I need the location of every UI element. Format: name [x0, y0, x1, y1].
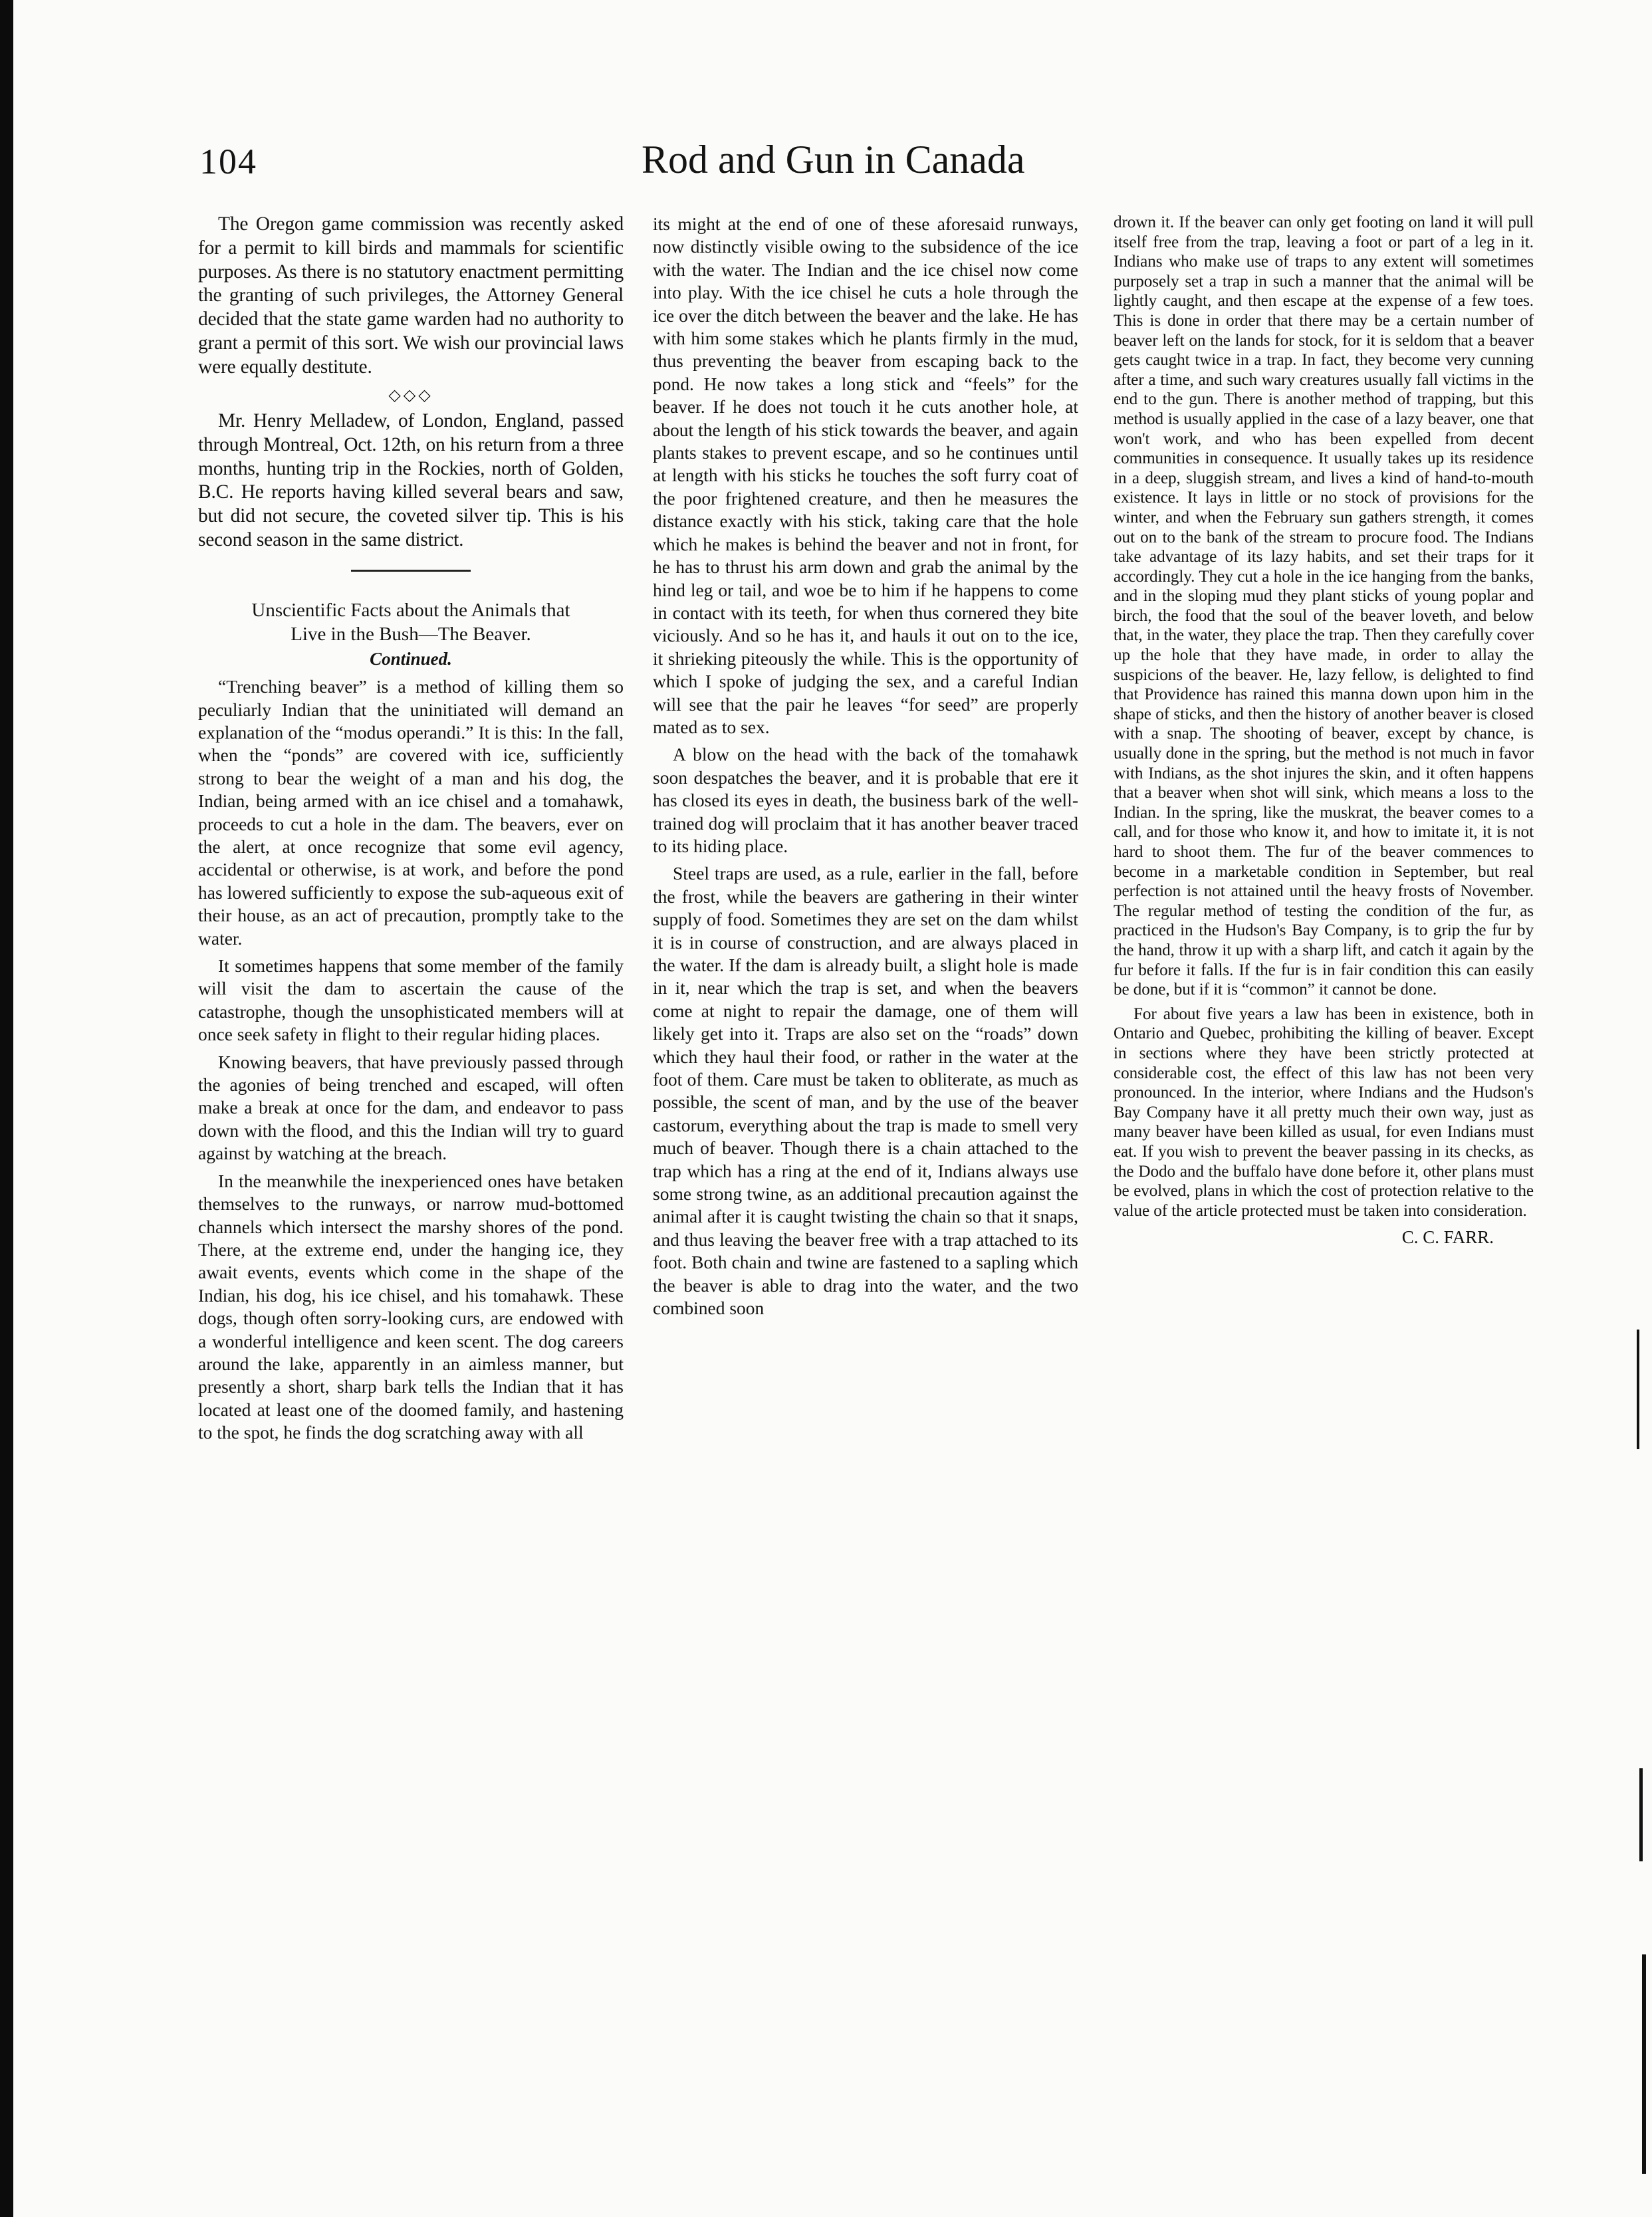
news-note-melladew: Mr. Henry Melladew, of London, England, passed through Montreal, Oct. 12th, on his return from a three months, hunting trip in the Rockies, north of Golden, B.C. He reports having killed several bears and saw, but did not secure, the coveted silver tip. This is his second season in the same district.	[198, 409, 624, 550]
article-paragraph: drown it. If the beaver can only get footing on land it will pull itself free from the trap, leaving a foot or part of a leg in it. Indians who make use of traps to any extent will sometimes purposely set a trap in such a manner that the animal will be lightly caught, and then escape at the expense of a few toes. This is done in order that there may be a certain number of beaver left on the lands for stock, for it is seldom that a beaver gets caught twice in a trap. In fact, they become very cunning after a time, and such wary creatures usually fall victims in the end to the gun. There is another method of trapping, but this method is usually applied in the case of a lazy beaver, one that won't work, and who has been expelled from decent communities in consequence. It usually takes up its residence in a deep, sluggish stream, and lives a kind of hand-to-mouth existence. It lays in little or no stock of provisions for the winter, and when the February sun gathers strength, it comes out on to the bank of the stream to procure food. The Indians take advantage of its lazy habits, and set their traps for it accordingly. They cut a hole in the ice hanging from the banks, and in the sloping mud they plant sticks of young poplar and birch, the food that the soul of the beaver loveth, and below that, in the water, they place the trap. Then they carefully cover up the hole that they have made, in order to allay the suspicions of the beaver. He, lazy fellow, is delighted to find that Providence has rained this manna down upon him in the shape of sticks, and then the history of another beaver is closed with a snap. The shooting of beaver, except by chance, is usually done in the spring, but the method is not much in favor with Indians, as the shot injures the skin, and it often happens that a beaver when shot will sink, which means a loss to the Indian. In the spring, like the muskrat, the beaver comes to a call, and for those who know it, and how to imitate it, it is not hard to shoot them. The fur of the beaver commences to become in a marketable condition in September, but real perfection is not attained until the heavy frosts of November. The regular method of testing the condition of the fur, as practiced in the Hudson's Bay Company, is to grip the fur by the hand, throw it up with a sharp lift, and catch it again by the fur before it falls. If the fur is in fair condition this can easily be done, but if it is “common” it cannot be done.	[1114, 213, 1534, 999]
section-rule	[351, 570, 471, 572]
column-3	[1114, 213, 1534, 1249]
article-paragraph: “Trenching beaver” is a method of killing them so peculiarly Indian that the uninitiated will demand an explanation of the “modus operandi.” It is this: In the fall, when the “ponds” are covered with ice, sufficiently strong to bear the weight of a man and his dog, the Indian, being armed with an ice chisel and a tomahawk, proceeds to cut a hole in the dam. The beavers, ever on the alert, at once recognize that some evil agency, accidental or otherwise, is at work, and before the pond has lowered sufficiently to expose the sub-aqueous exit of their house, as an act of precaution, promptly take to the water.	[198, 676, 624, 949]
article-heading	[198, 598, 624, 646]
running-title: Rod and Gun in Canada	[642, 138, 1025, 181]
article-heading-line-1: Unscientific Facts about the Animals that	[251, 599, 570, 621]
article-paragraph: its might at the end of one of these aforesaid runways, now distinctly visible owing to the subsidence of the ice with the water. The Indian and the ice chisel now come into play. With the ice chisel he cuts a hole through the ice over the ditch between the beaver and the lake. He has with him some stakes which he plants firmly in the mud, thus preventing the beaver from escaping back to the pond. He now takes a long stick and “feels” for the beaver. If he does not touch it he cuts another hole, at about the length of his stick towards the beaver, and again plants stakes to prevent escape, and so he continues until at length with his sticks he touches the soft furry coat of the poor frightened creature, and then he measures the distance exactly with his stick, taking care that the hole which he makes is behind the beaver and not in front, for he has to thrust his arm down and grab the animal by the hind leg or tail, and woe be to him if he happens to come in contact with its teeth, for when thus cornered they bite viciously. And so he has it, and hauls it out on to the ice, it shrieking piteously the while. This is the opportunity of which I spoke of judging the sex, and a careful Indian will see that the pair he leaves “for seed” are properly mated as to sex.	[653, 213, 1078, 737]
binding-edge	[0, 0, 13, 2217]
article-paragraph: Steel traps are used, as a rule, earlier in the fall, before the frost, while the beavers are gathering in their winter supply of food. Sometimes they are set on the dam whilst it is in course of construction, and are always placed in the water. If the dam is already built, a slight hole is made in it, near which the trap is set, and when the beavers come at night to repair the damage, one of them will likely get into it. Traps are also set on the “roads” down which they haul their food, or rather in the water at the foot of them. Care must be taken to obliterate, as much as possible, the scent of man, and by the use of the beaver castorum, everything about the trap is made to smell very much of beaver. Though there is a chain attached to the trap which has a ring at the end of it, Indians always use some strong twine, as an additional precaution against the animal after it is caught twisting the chain so that it snaps, and thus leaving the beaver free with a trap attached to its foot. Both chain and twine are fastened to a sapling which the beaver is able to drag into the water, and the two combined soon	[653, 863, 1078, 1319]
page-number: 104	[199, 142, 257, 181]
scan-edge-mark	[1642, 1954, 1646, 2174]
news-notes	[198, 213, 624, 552]
article-subheading: Continued.	[370, 648, 452, 669]
article-paragraph: For about five years a law has been in existence, both in Ontario and Quebec, prohibiting the killing of beaver. Except in sections where they have been strictly protected at considerable cost, the effect of this law has not been very pronounced. In the interior, where Indians and the Hudson's Bay Company have it all pretty much their own way, just as many beaver have been killed as usual, for even Indians must eat. If you wish to prevent the beaver passing in its checks, as the Dodo and the buffalo have done before it, other plans must be evolved, plans in which the cost of protection relative to the value of the article protected must be taken into consideration.	[1114, 1004, 1534, 1220]
column-3-body	[1114, 213, 1534, 1221]
article-paragraph: It sometimes happens that some member of the family will visit the dam to ascertain the cause of the catastrophe, though the unsophisticated members will at once seek safety in flight to their regular hiding places.	[198, 955, 624, 1045]
article-paragraph: In the meanwhile the inexperienced ones have betaken themselves to the runways, or narrow mud-bottomed channels which intersect the marshy shores of the pond. There, at the extreme end, under the hanging ice, they await events, events which come in the shape of the Indian, his dog, his ice chisel, and his tomahawk. These dogs, though often sorry-looking curs, are endowed with a wonderful intelligence and keen scent. The dog careers around the lake, apparently in an aimless manner, but presently a short, sharp bark tells the Indian that it has located at least one of the doomed family, and hastening to the spot, he finds the dog scratching away with all	[198, 1170, 624, 1443]
article-heading-line-2: Live in the Bush—The Beaver.	[291, 623, 531, 645]
news-note-oregon: The Oregon game commission was recently asked for a permit to kill birds and mammals for scientific purposes. As there is no statutory enactment permitting the granting of such privileges, the Attorney General decided that the state game warden had no authority to grant a permit of this sort. We wish our provincial laws were equally destitute.	[198, 213, 624, 378]
scan-edge-mark	[1639, 1768, 1643, 1861]
column-2	[653, 213, 1078, 1325]
scan-edge-mark	[1637, 1330, 1639, 1449]
author-signature: C. C. FARR.	[1401, 1227, 1494, 1248]
article-paragraph: Knowing beavers, that have previously passed through the agonies of being trenched and escaped, will often make a break at once for the dam, and endeavor to pass down with the flood, and this the Indian will try to guard against by watching at the breach.	[198, 1051, 624, 1164]
article-paragraph: A blow on the head with the back of the tomahawk soon despatches the beaver, and it is probable that ere it has closed its eyes in death, the business bark of the well-trained dog will proclaim that it has another beaver traced to its hiding place.	[653, 744, 1078, 856]
column-1	[198, 213, 624, 1449]
ornament-divider: ◇◇◇	[388, 386, 433, 404]
